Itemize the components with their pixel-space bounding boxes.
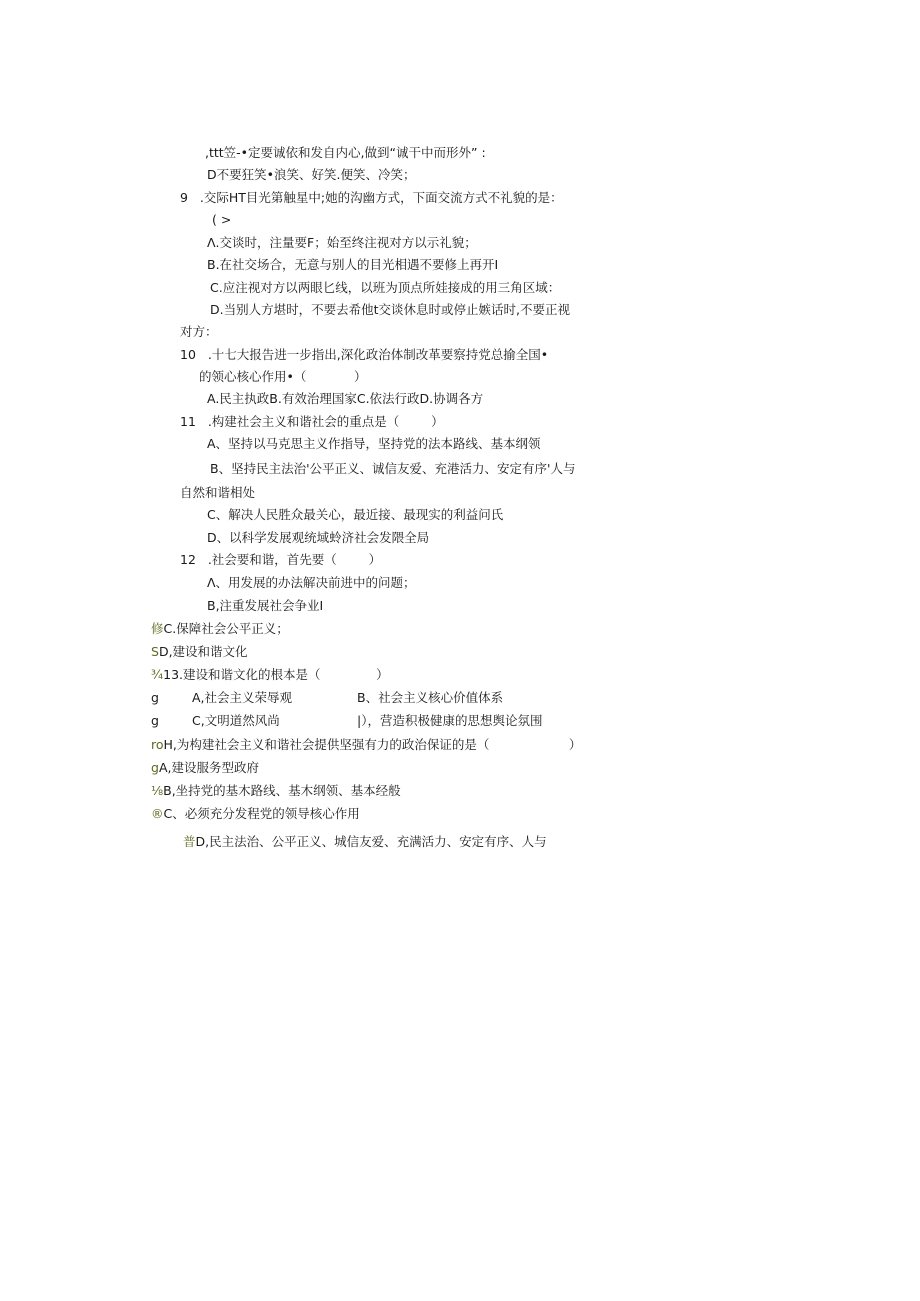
option-a: A、坚持以马克思主义作指导，坚持党的法本路线、基本纲领 (207, 436, 541, 451)
option-a: Λ.交谈时，注量要F；始至终注视对方以示礼貌； (207, 235, 477, 250)
question-11: 11 .构建社会主义和谐社会的重点是（ ） (180, 414, 444, 429)
option-text: D不要狂笑•浪笑、好笑.便笑、冷笑； (207, 167, 416, 182)
option-b: B、坚持民主法治'公平正义、诚信友爱、充港活力、安定有序'人与 (210, 461, 576, 476)
option-c: C.保障社会公平正义； (163, 621, 289, 636)
option-c: C、解决人民胜众最关心，最近接、最现实的利益问氏 (207, 507, 504, 522)
option-d: D、以科学发展观统域蛉济社会发隈全局 (207, 530, 430, 545)
question-10: 10 .十七大报告进一步指出,深化政治体制改革要察持党总揄全国• (180, 347, 549, 362)
option-b-line (151, 783, 401, 799)
question-10-options: A.民主执政B.有效治理国家C.依法行政D.协调各方 (207, 391, 484, 406)
option-a: A,建设服务型政府 (158, 760, 259, 775)
margin-mark: g (151, 713, 159, 728)
margin-mark: ro (151, 737, 164, 752)
option-b: B、社会主义核心价值体系 (357, 690, 504, 705)
question-14: H,为构建社会主义和谐社会提供坚强有力的政治保证的是（ ） (163, 737, 582, 752)
option-a-line (151, 760, 259, 776)
question-10-continued: 的领心核心作用•（ ） (199, 369, 367, 384)
margin-mark: ¾ (151, 667, 164, 682)
margin-mark: g (151, 760, 159, 775)
option-c: C,文明道然风尚 (192, 713, 280, 728)
margin-mark: S (151, 644, 159, 659)
option-b-continued: 自然和谐相处 (180, 485, 256, 500)
option-d: |），营造积极健康的思想舆论氛围 (357, 713, 543, 728)
option-text: ,ttt笠-•定要诚依和发自内心,做到“诚干中而形外” : (205, 145, 486, 160)
question-12: 12 .社会要和谐，首先要（ ） (180, 552, 382, 567)
option-c: C.应注视对方以两眼匕线，以班为顶点所娃接成的用三角区域： (210, 280, 561, 295)
option-d: D.当别人方堪时，不要去希他t交谈休息时或停止嫉话时,不要正视 (210, 302, 570, 317)
answer-blank: ( > (212, 212, 232, 227)
option-c: C、必须充分发程党的领导核心作用 (163, 806, 360, 821)
option-d-line (151, 644, 248, 660)
option-a: Λ、用发展的办法解决前进中的问题； (207, 575, 416, 590)
option-c-line (151, 806, 360, 822)
margin-mark: 普 (183, 834, 196, 849)
question-13-line (151, 667, 389, 683)
option-d-line (183, 834, 547, 850)
margin-mark: 修 (151, 621, 164, 636)
question-13: 13.建设和谐文化的根本是（ ） (163, 667, 389, 682)
margin-mark: ® (151, 806, 164, 821)
option-a: A,社会主义荣辱观 (192, 690, 293, 705)
option-c-line (151, 621, 289, 637)
question-9: 9 .交际HT目光第触星中;她的沟幽方式，下面交流方式不礼貌的是： (180, 190, 563, 205)
option-b: B,坐持党的基木路线、基木纲领、基本经般 (163, 783, 401, 798)
question-14-line (151, 737, 581, 753)
margin-mark: ⅛ (151, 783, 164, 798)
option-d-continued: 对方： (180, 324, 218, 339)
option-b: B,注重发展社会争业I (207, 598, 324, 613)
option-d: D,建设和谐文化 (158, 644, 248, 659)
margin-mark: g (151, 690, 159, 705)
option-b: B.在社交场合，无意与别人的目光相遇不要修上再开I (207, 257, 499, 272)
option-d: D,民主法治、公平正义、城信友爱、充满活力、安定有序、人与 (195, 834, 547, 849)
